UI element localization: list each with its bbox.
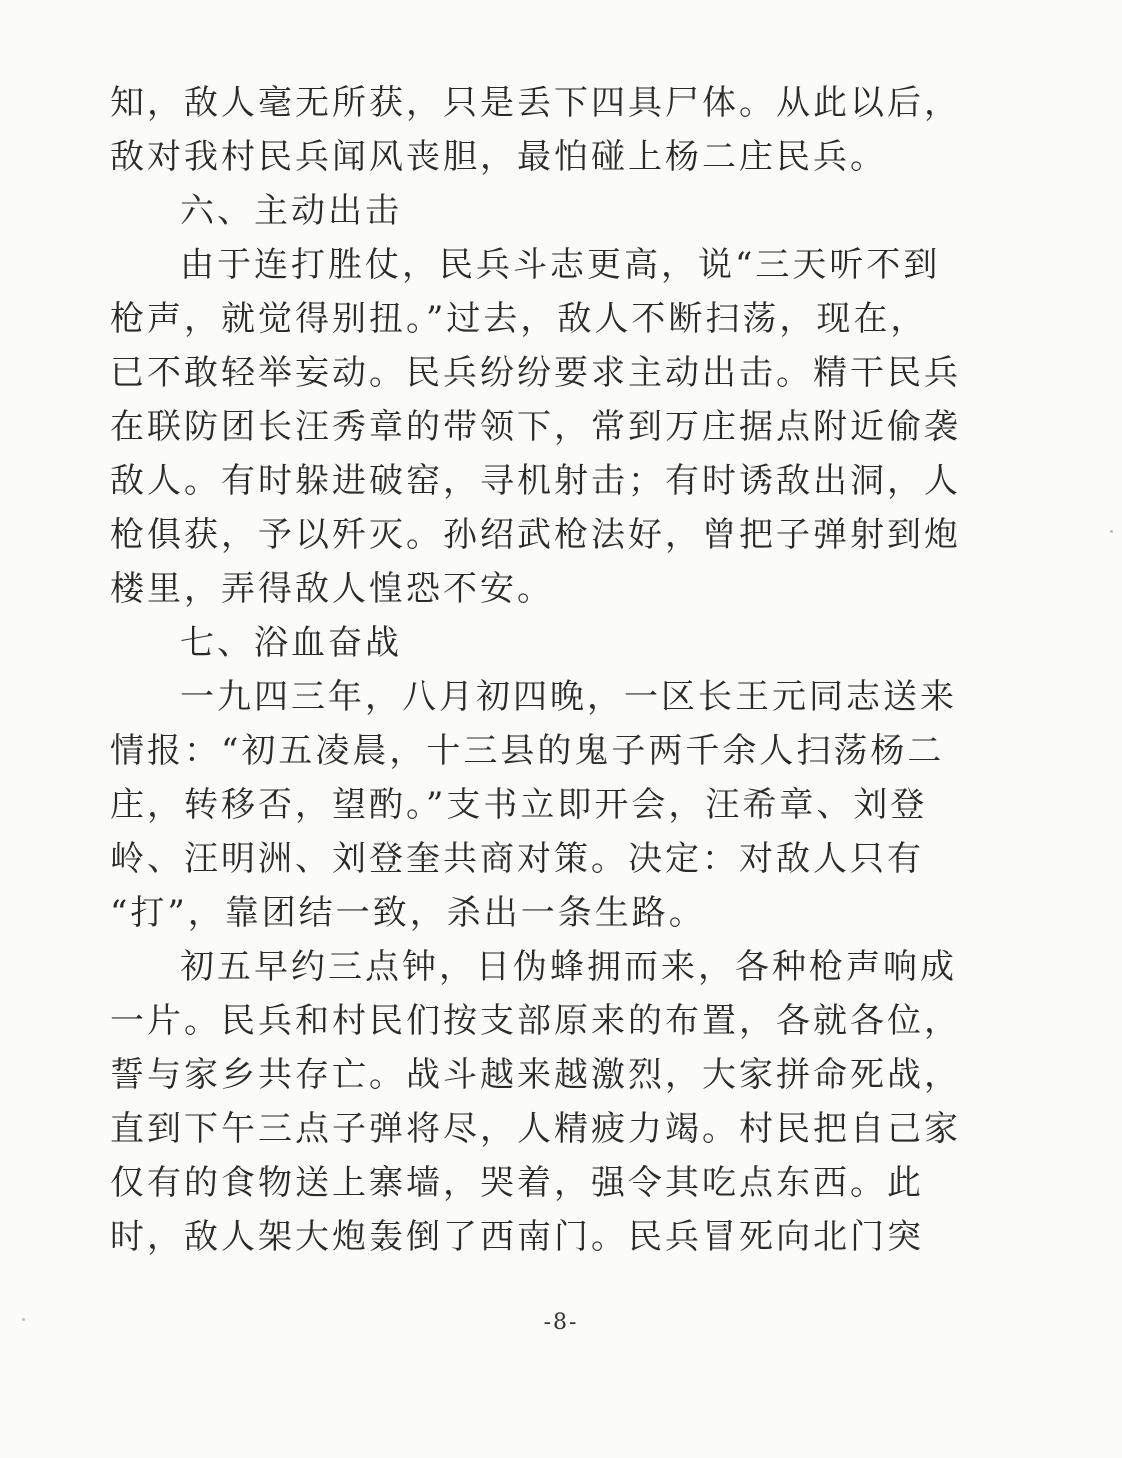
body-text [110, 76, 961, 1264]
text-line: 岭、汪明洲、刘登奎共商对策。决定：对敌人只有 [110, 839, 924, 879]
text-line: 敌对我村民兵闻风丧胆，最怕碰上杨二庄民兵。 [110, 137, 887, 177]
text-line: 枪声，就觉得别扭。”过去，敌人不断扫荡，现在， [110, 299, 928, 339]
section-heading: 七、浴血奋战 [180, 623, 402, 663]
scan-speck [1110, 530, 1113, 533]
text-line: 已不敢轻举妄动。民兵纷纷要求主动出击。精干民兵 [110, 353, 961, 393]
text-line: 初五早约三点钟，日伪蜂拥而来，各种枪声响成 [180, 947, 957, 987]
text-line: 庄，转移否，望酌。”支书立即开会，汪希章、刘登 [110, 785, 928, 825]
text-line: 情报：“初五凌晨，十三县的鬼子两千余人扫荡杨二 [110, 731, 945, 771]
text-line: 枪俱获，予以歼灭。孙绍武枪法好，曾把子弹射到炮 [110, 515, 961, 555]
text-line: 由于连打胜仗，民兵斗志更高，说“三天听不到 [180, 245, 941, 285]
scan-speck [22, 1318, 25, 1321]
text-line: 在联防团长汪秀章的带领下，常到万庄据点附近偷袭 [110, 407, 961, 447]
text-line: 敌人。有时躲进破窑，寻机射击；有时诱敌出洞，人 [110, 461, 961, 501]
section-heading: 六、主动出击 [180, 191, 402, 231]
text-line: 时，敌人架大炮轰倒了西南门。民兵冒死向北门突 [110, 1217, 924, 1257]
text-line: 一片。民兵和村民们按支部原来的布置，各就各位， [110, 1001, 961, 1041]
text-line: 知，敌人毫无所获，只是丢下四具尸体。从此以后， [110, 83, 961, 123]
text-line: 楼里，弄得敌人惶恐不安。 [110, 569, 554, 609]
text-line: “打”，靠团结一致，杀出一条生路。 [110, 893, 706, 933]
text-line: 仅有的食物送上寨墙，哭着，强令其吃点东西。此 [110, 1163, 924, 1203]
text-line: 一九四三年，八月初四晚，一区长王元同志送来 [180, 677, 957, 717]
text-line: 誓与家乡共存亡。战斗越来越激烈，大家拼命死战， [110, 1055, 961, 1095]
text-line: 直到下午三点子弹将尽，人精疲力竭。村民把自己家 [110, 1109, 961, 1149]
page-number: -8- [543, 1310, 579, 1335]
